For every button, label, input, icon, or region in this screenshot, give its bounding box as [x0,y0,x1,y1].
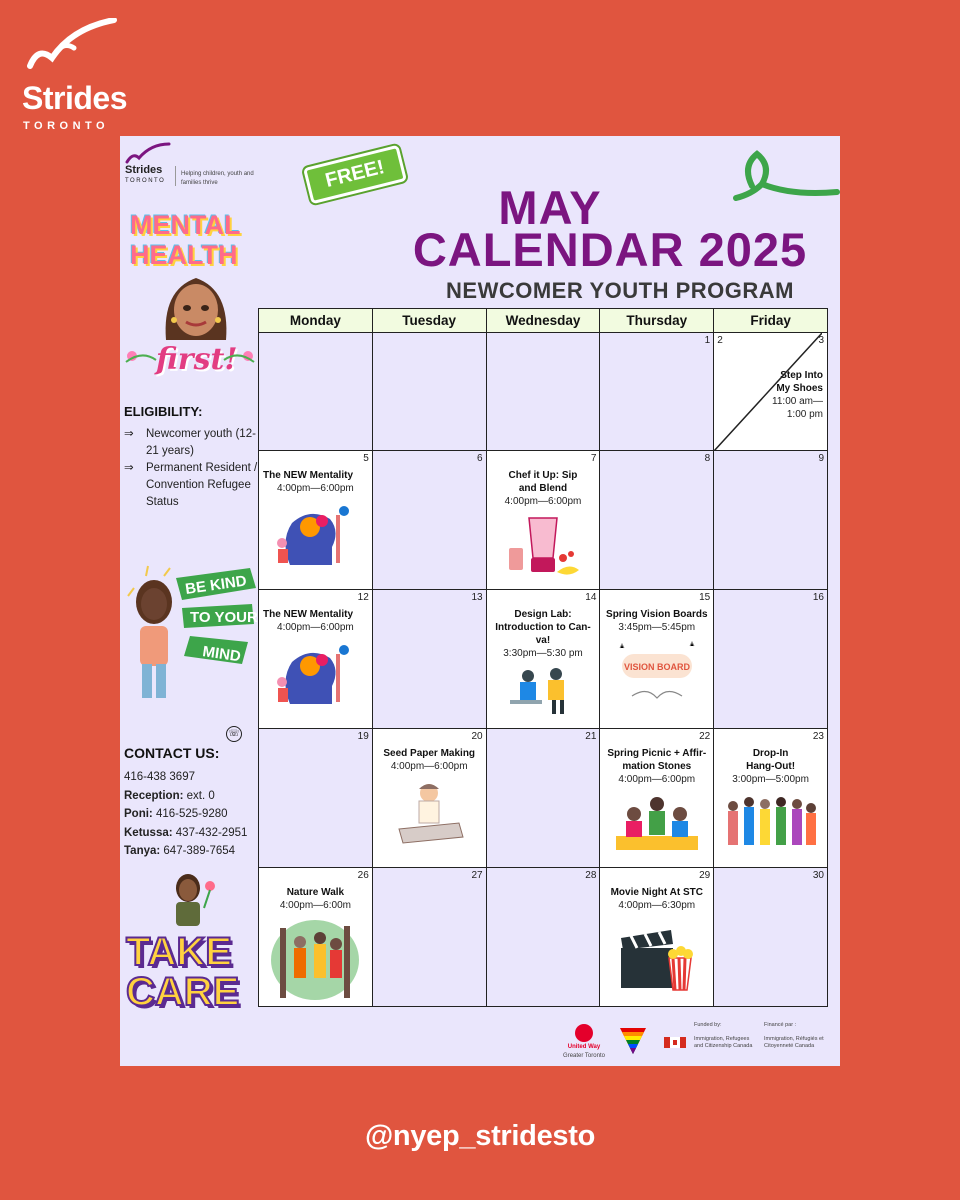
phone-icon: ☏ [226,726,242,742]
united-way-hand-icon [575,1024,593,1042]
title-calendar-year: CALENDAR 2025 [412,223,808,276]
designers-working-illustration [508,666,578,716]
calendar-cell-day-27: 27 [372,868,486,1007]
take-care-sticker: TAKE CARE [126,930,240,1014]
event-new-mentality: The NEW Mentality 4:00pm—6:00pm [263,609,354,633]
header-friday: Friday [714,309,828,333]
poster-logo-tagline: Helping children, youth and families thrive [181,171,254,186]
may-calendar-grid [258,308,828,1007]
mental-health-sticker: MENTAL HEALTH [130,210,241,270]
event-drop-in-hang-out: Drop-In Hang-Out! 3:00pm—5:00pm [732,748,809,785]
week-row-5 [259,868,828,1007]
event-step-into-my-shoes: Step Into My Shoes 11:00 am—1:00 pm [772,370,823,420]
be-kind-to-your-mind-sticker [124,552,258,702]
calendar-cell-day-9: 9 [714,451,828,590]
calendar-cell-day-14: 14 Design Lab: Introduction to Can-va! 3:30pm—5:30 pm [486,590,600,729]
program-subtitle: NEWCOMER YOUTH PROGRAM [446,278,794,303]
arrow-right-icon: ⇒ [124,462,134,474]
avatar-with-flower-illustration [164,872,224,936]
clapperboard-popcorn-illustration [617,918,697,994]
calendar-cell-empty [259,333,373,451]
svg-text:VISION BOARD: VISION BOARD [623,662,690,672]
event-movie-night: Movie Night At STC 4:00pm—6:30pm [610,887,703,911]
brand-name: Strides [22,80,127,116]
strides-swoosh-icon [22,18,122,78]
header-tuesday: Tuesday [372,309,486,333]
brand-subtitle: TORONTO [23,120,110,132]
event-new-mentality: The NEW Mentality 4:00pm—6:00pm [263,470,354,494]
flower-vine-decoration [122,336,258,376]
week-row-1 [259,333,828,451]
calendar-cell-day-15: 15 Spring Vision Boards 3:45pm—5:45pm VISION BOARD [600,590,714,729]
svg-text:TO YOUR: TO YOUR [190,609,258,626]
strides-swoosh-icon [125,142,173,166]
diagonal-split-line [714,333,822,451]
week-row-2 [259,451,828,590]
pride-triangle-icon [620,1028,646,1054]
vision-board-illustration [612,640,702,710]
calendar-cell-day-13: 13 [372,590,486,729]
event-nature-walk: Nature Walk 4:00pm—6:00m [279,887,351,911]
contact-tanya: Tanya: 647-389-7654 [124,845,236,857]
calendar-cell-day-12: 12 The NEW Mentality 4:00pm—6:00pm [259,590,373,729]
week-row-3 [259,590,828,729]
calendar-cell-day-26: 26 Nature Walk 4:00pm—6:00m [259,868,373,1007]
event-seed-paper-making: Seed Paper Making 4:00pm—6:00pm [383,748,476,772]
instagram-handle: @nyep_stridesto [364,1120,596,1152]
calendar-poster [120,136,840,1066]
calendar-cell-day-21: 21 [486,729,600,868]
eligibility-list [124,426,258,511]
event-spring-vision-boards: Spring Vision Boards 3:45pm—5:45pm [606,609,708,633]
calendar-cell-empty [486,333,600,451]
arrow-right-icon: ⇒ [124,428,134,440]
reception-line: Reception: ext. 0 [124,789,215,802]
calendar-cell-day-22: 22 Spring Picnic + Affir-mation Stones 4:00pm—6:00pm [600,729,714,868]
paper-making-illustration [389,779,469,849]
mental-health-head-illustration [270,640,360,706]
weekday-header-row [259,309,828,333]
canada-flag-icon [664,1037,686,1048]
united-way-logo: United Way Greater Toronto [560,1024,608,1060]
week-row-4 [259,729,828,868]
mental-health-head-illustration [270,501,360,567]
free-badge: FREE! [303,145,407,205]
eligibility-item: ⇒ Newcomer youth (12-21 years) [124,428,256,457]
title-month: MAY [498,181,602,234]
blender-smoothie-illustration [503,514,583,580]
calendar-cell-day-6: 6 [372,451,486,590]
header-wednesday: Wednesday [486,309,600,333]
nature-walk-illustration [270,918,360,1002]
svg-text:MIND: MIND [201,643,242,666]
calendar-cell-day-16: 16 [714,590,828,729]
calendar-cell-day-30: 30 [714,868,828,1007]
picnic-friends-illustration [612,792,702,854]
contact-ketussa: Ketussa: 437-432-2951 [124,826,248,839]
svg-text:BE KIND: BE KIND [184,572,248,598]
calendar-cell-day-1: 1 [600,333,714,451]
calendar-cell-day-23: 23 Drop-In Hang-Out! 3:00pm—5:00pm [714,729,828,868]
calendar-cell-day-7: 7 Chef it Up: Sip and Blend 4:00pm—6:00pm [486,451,600,590]
calendar-cell-day-8: 8 [600,451,714,590]
calendar-cell-day-20: 20 Seed Paper Making 4:00pm—6:00pm [372,729,486,868]
event-design-lab: Design Lab: Introduction to Can-va! 3:30pm—5:30 pm [495,609,591,659]
contact-heading: CONTACT US: [124,745,220,761]
calendar-cell-day-2-3: 2 3 Step Into My Shoes 11:00 am—1:00 pm [714,333,828,451]
sponsor-logos: United Way Greater Toronto Funded by: Financé par : Immigration, Refugees and Citizenship Canada Immigration, Réfugiés et Citoyenneté Canada [560,1022,830,1062]
contact-details [124,768,264,861]
eligibility-heading: ELIGIBILITY: [124,404,203,419]
first-sticker: first! [156,342,238,377]
calendar-cell-day-5: 5 The NEW Mentality 4:00pm—6:00pm [259,451,373,590]
header-monday: Monday [259,309,373,333]
event-chef-it-up: Chef it Up: Sip and Blend 4:00pm—6:00pm [504,470,582,507]
calendar-cell-day-19: 19 [259,729,373,868]
eligibility-item: ⇒ Permanent Resident / Convention Refugee Status [124,462,258,508]
calendar-cell-day-29: 29 Movie Night At STC 4:00pm—6:30pm [600,868,714,1007]
calendar-cell-empty [372,333,486,451]
calendar-cell-day-28: 28 [486,868,600,1007]
event-spring-picnic: Spring Picnic + Affir-mation Stones 4:00pm—6:00pm [607,748,707,785]
contact-poni: Poni: 416-525-9280 [124,808,228,820]
main-phone: 416-438 3697 [124,771,195,783]
header-thursday: Thursday [600,309,714,333]
poster-strides-logo: Strides TORONTO Helping children, youth and families thrive [125,142,265,188]
group-of-friends-illustration [723,792,819,850]
